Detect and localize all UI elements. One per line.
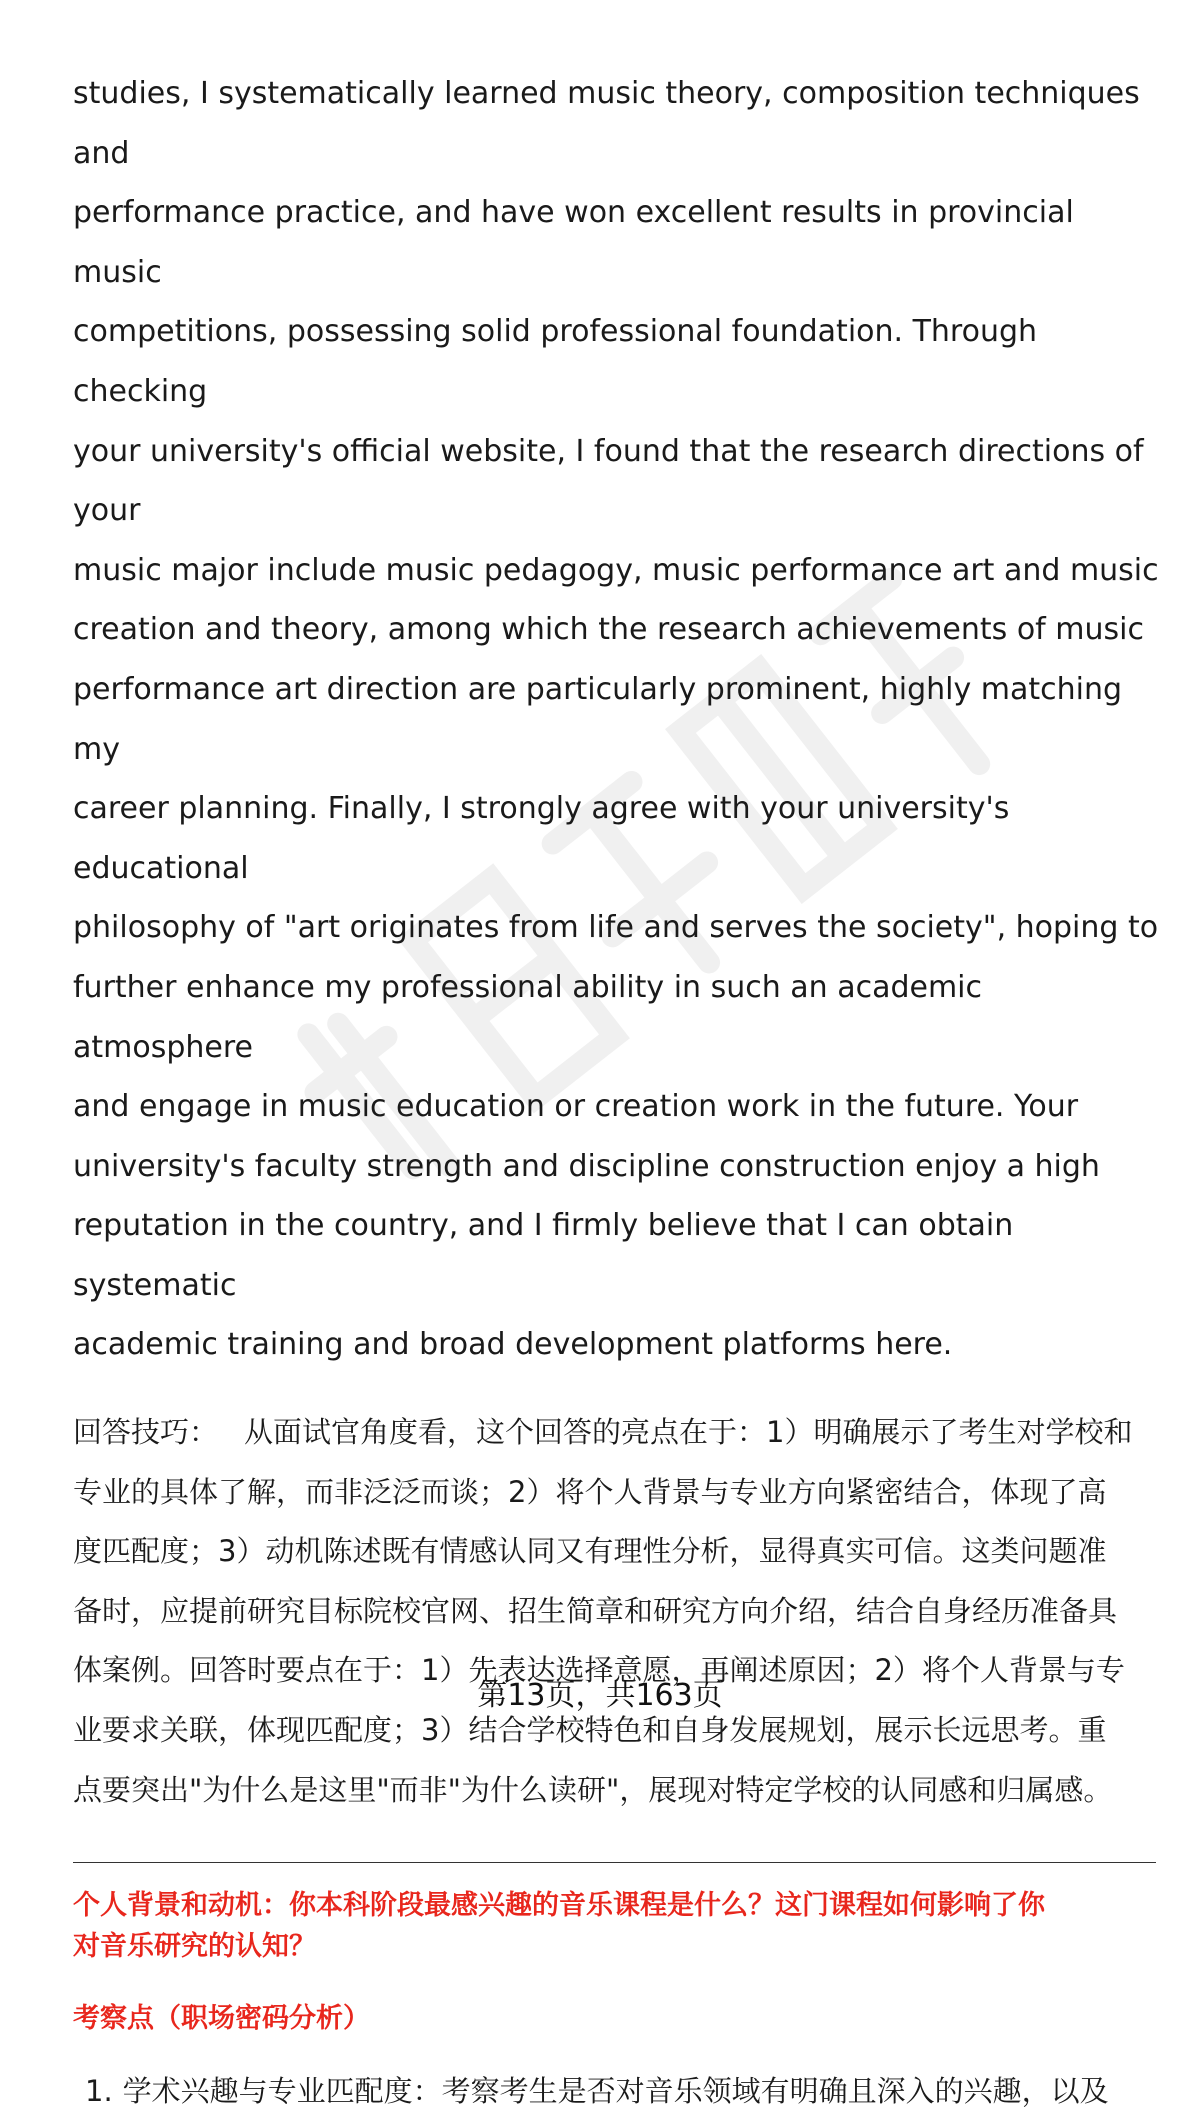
exam-point-heading: 考察点（职场密码分析）: [73, 2003, 370, 2035]
tips-line: 业要求关联，体现匹配度；3）结合学校特色和自身发展规划，展示长远思考。重: [73, 1713, 1107, 1748]
answer-line: and engage in music education or creation work in the future. Your: [73, 1089, 1079, 1125]
answer-line: further enhance my professional ability in such an academic atmosphere: [73, 969, 983, 1065]
answer-line: philosophy of "art originates from life and serves the society", hoping to: [73, 910, 1159, 946]
answer-line: performance practice, and have won excellent results in provincial music: [73, 195, 1074, 290]
answer-line: career planning. Finally, I strongly agree with your university's educational: [73, 791, 1010, 886]
answer-line: creation and theory, among which the research achievements of music: [73, 612, 1144, 648]
answer-line: performance art direction are particularly prominent, highly matching my: [73, 671, 1123, 767]
section-divider: [73, 1862, 1156, 1863]
list-item-number: 1.: [85, 2074, 113, 2109]
answer-paragraph: [73, 64, 1163, 1375]
question-heading: [73, 1885, 1163, 1967]
tips-line: 备时，应提前研究目标院校官网、招生简章和研究方向介绍，结合自身经历准备具: [73, 1593, 1118, 1628]
answer-line: your university's official website, I found that the research directions of your: [73, 433, 1144, 529]
tips-line: 点要突出"为什么是这里"而非"为什么读研"，展现对特定学校的认同感和归属感。: [73, 1772, 1113, 1807]
answer-tips: [73, 1403, 1163, 1820]
answer-line: university's faculty strength and discipline construction enjoy a high: [73, 1148, 1100, 1184]
answer-line: reputation in the country, and I firmly believe that I can obtain systematic: [73, 1208, 1014, 1303]
answer-line: music major include music pedagogy, music performance art and music: [73, 552, 1159, 588]
tips-line: 专业的具体了解，而非泛泛而谈；2）将个人背景与专业方向紧密结合，体现了高: [73, 1474, 1107, 1509]
tips-line: 体案例。回答时要点在于：1）先表达选择意愿，再阐述原因；2）将个人背景与专: [73, 1653, 1125, 1688]
list-item: [73, 2071, 1163, 2111]
tips-line: [73, 1403, 1163, 1463]
question-line: 对音乐研究的认知？: [73, 1931, 316, 1963]
answer-line: competitions, possessing solid professional foundation. Through checking: [73, 314, 1038, 409]
tips-text: 从面试官角度看，这个回答的亮点在于：1）明确展示了考生对学校和: [244, 1415, 1133, 1450]
page-indicator: 第13页，共163页: [477, 1678, 723, 1713]
question-line: 个人背景和动机：你本科阶段最感兴趣的音乐课程是什么？这门课程如何影响了你: [73, 1890, 1045, 1922]
tips-line: 度匹配度；3）动机陈述既有情感认同又有理性分析，显得真实可信。这类问题准: [73, 1534, 1107, 1569]
main-content: [73, 64, 1163, 2111]
answer-line: academic training and broad development platforms here.: [73, 1327, 953, 1363]
list-item-text: 学术兴趣与专业匹配度：考察考生是否对音乐领域有明确且深入的兴趣，以及: [122, 2074, 1109, 2109]
answer-line: studies, I systematically learned music theory, composition techniques and: [73, 76, 1140, 171]
tips-label: 回答技巧：: [73, 1415, 219, 1450]
